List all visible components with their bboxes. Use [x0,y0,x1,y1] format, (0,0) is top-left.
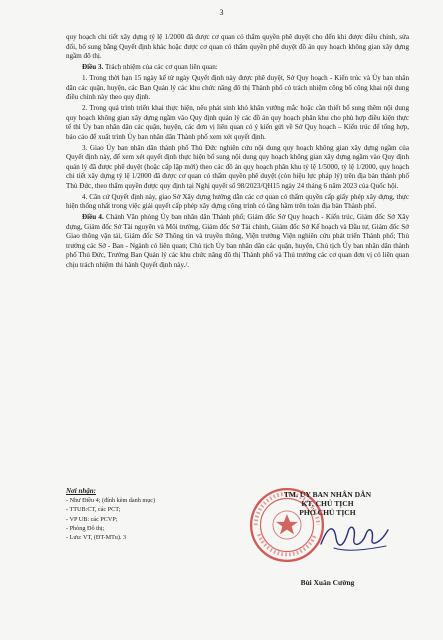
signer-name: Bùi Xuân Cường [300,578,355,587]
article-3-item-4: 4. Căn cứ Quyết định này, giao Sở Xây dựng hướng dẫn các cơ quan có thẩm quyền cấp giấy phép xây dựng, thực hiện thống nhất trong việc giải quyết cấp phép xây dựng công trình có tầng hầm trên toàn địa bàn Thành phố. [66,192,409,210]
recipient-item: - TTUB:CT, các PCT; [66,506,121,514]
recipient-item: - Như Điều 4; (đính kèm danh mục) [66,497,156,505]
signature-block [246,490,409,587]
recipients-title: Nơi nhận: [66,487,97,495]
signing-role-2: PHÓ CHỦ TỊCH [299,508,356,517]
signing-role-1: KT. CHỦ TỊCH [301,499,354,508]
article-3-item-3: 3. Giao Ủy ban nhân dân thành phố Thủ Đức nghiên cứu nội dung quy hoạch không gian xây dựng ngầm của Quyết định này, để xem xét quyết định thực hiện bổ sung nội dung quy hoạch không gian xây dựng ngầm vào Quy định quản lý đã được phê duyệt (hoặc cấp lập mới) theo các đồ án quy hoạch phân khu tỷ lệ 1/5000, tỷ lệ 1/2000, quy hoạch chi tiết xây dựng tỷ lệ 1/2000 đã được cơ quan có thẩm quyền phê duyệt (còn hiệu lực pháp lý) trên địa bàn thành phố Thủ Đức, theo thẩm quyền được quy định tại Nghị quyết số 98/2023/QH15 ngày 24 tháng 6 năm 2023 của Quốc hội. [66,143,409,190]
paragraph-continuation: quy hoạch chi tiết xây dựng tỷ lệ 1/2000 đã được cơ quan có thẩm quyền phê duyệt cho đến khi được điều chỉnh, sửa đổi, bổ sung bằng Quyết định khác hoặc được cơ quan có thẩm quyền phê duyệt đồ án quy hoạch không gian xây dựng ngầm đô thị. [66,33,409,60]
article-3-heading [66,63,409,73]
recipient-item: - Phòng Đô thị; [66,524,105,532]
recipients-block [66,487,236,542]
handwritten-signature-icon [316,516,396,556]
article-3-item-2: 2. Trong quá trình triển khai thực hiện, nếu phát sinh khó khăn vướng mắc hoặc cần thiết bổ sung thêm nội dung quy hoạch không gian xây dựng ngầm vào Quy định quản lý các đồ án quy hoạch phân khu cho phù hợp điều kiện thực tế thì Ủy ban nhân dân các quận, huyện, các đơn vị liên quan có ý kiến gửi về Sở Quy hoạch – Kiến trúc để tổng hợp, báo cáo để xuất trình Ủy ban nhân dân Thành phố xem xét quyết định. [66,104,409,141]
recipient-item: - VP UB: các PCVP; [66,515,118,523]
article-4-text: Chánh Văn phòng Ủy ban nhân dân Thành phố; Giám đốc Sở Quy hoạch - Kiến trúc, Giám đốc Sở Xây dựng, Giám đốc Sở Tài nguyên và Môi trường, Giám đốc Sở Tài chính, Giám đốc Sở Kế hoạch và Đầu tư, Giám đốc Sở Giao thông vận tải, Giám đốc Sở Thông tin và truyền thông, Viện trưởng Viện nghiên cứu phát triển Thành phố; Thủ trưởng các Sở - Ban - Ngành có liên quan; Chủ tịch Ủy ban nhân dân các quận, huyện, Chủ tịch Ủy ban nhân dân thành phố Thủ Đức, Trưởng Ban Quản lý các khu chức năng đô thị Thành phố và Thủ trưởng các cơ quan đơn vị có liên quan chịu trách nhiệm thi hành Quyết định này./. [66,213,410,269]
article-3-item-1: 1. Trong thời hạn 15 ngày kể từ ngày Quyết định này được phê duyệt, Sở Quy hoạch - Kiến trúc và Ủy ban nhân dân các quận, huyện, các Ban Quản lý các khu chức năng đô thị Thành phố có trách nhiệm công bố công khai nội dung điều chỉnh này theo quy định. [66,74,409,101]
recipient-item: - Lưu: VT, (ĐT-MTu). 3 [66,534,127,542]
article-4 [66,213,409,270]
article-3-label: Điều 3. [82,63,104,71]
article-4-label: Điều 4. [82,213,104,221]
signing-organization: TM. ỦY BAN NHÂN DÂN [283,490,372,499]
document-footer [66,487,409,597]
document-body [66,33,409,270]
article-3-text: Trách nhiệm của các cơ quan liên quan: [104,63,218,71]
page-number: 3 [219,8,224,17]
